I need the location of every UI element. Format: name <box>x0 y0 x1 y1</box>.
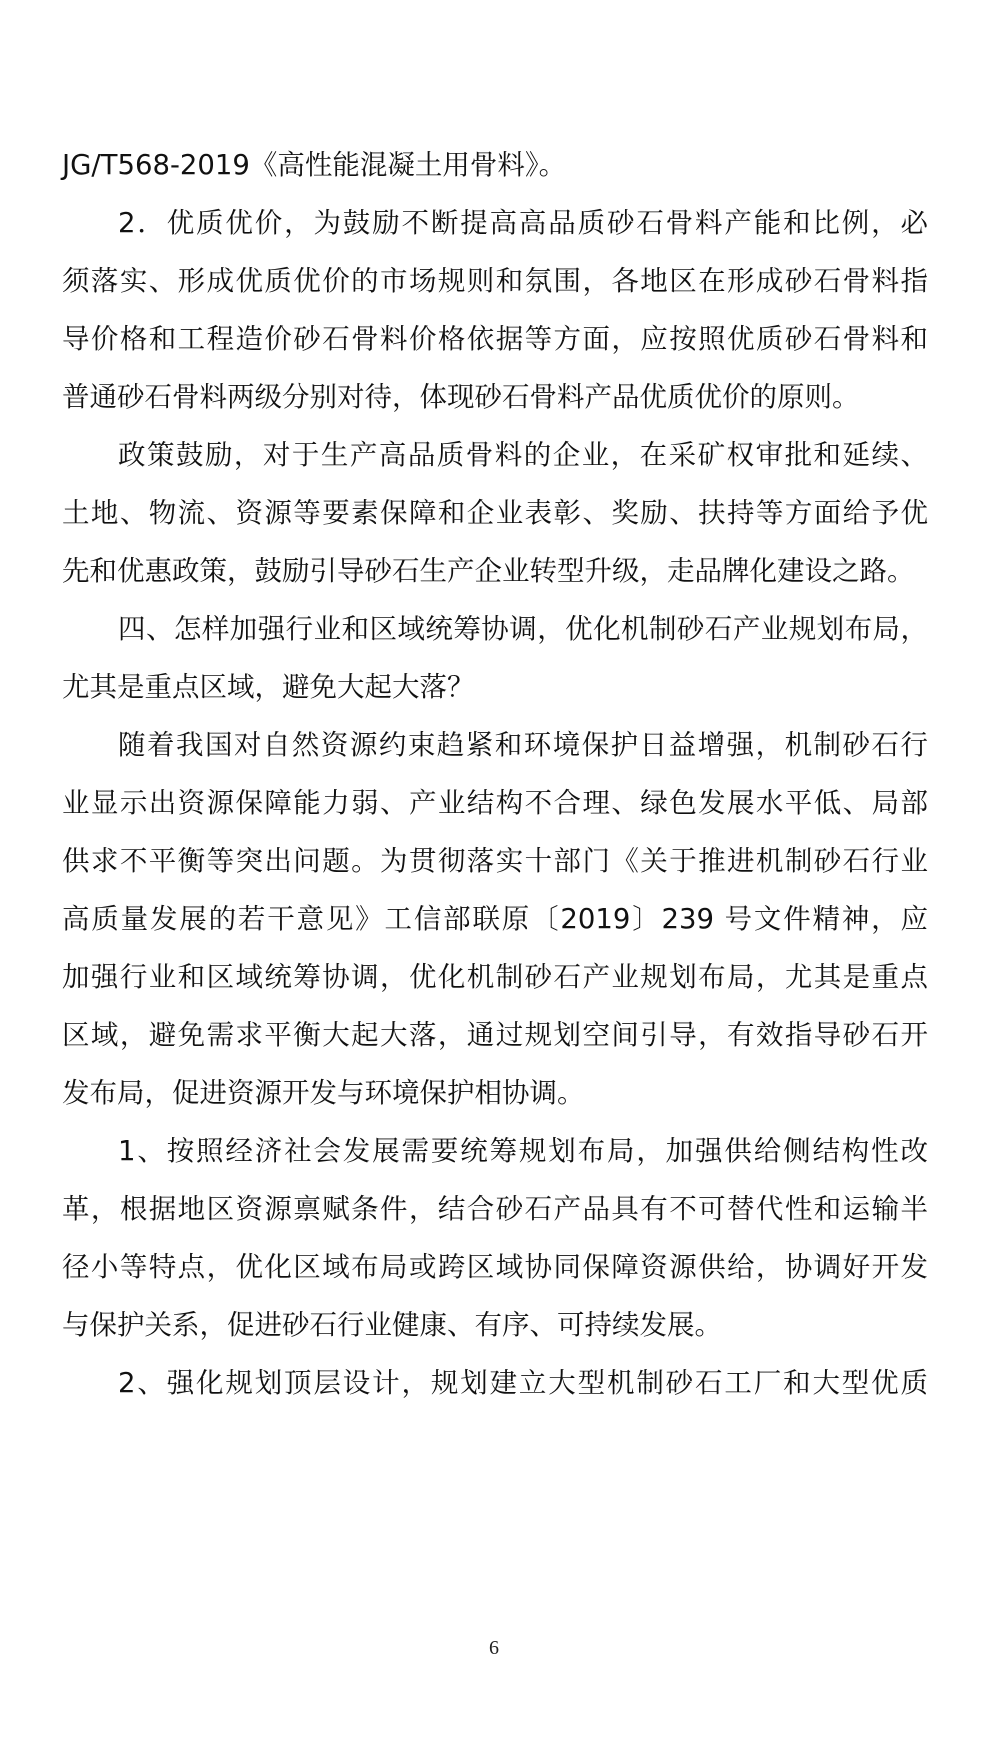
page-number: 6 <box>489 1637 499 1659</box>
paragraph-first-line: 2、强化规划顶层设计，规划建立大型机制砂石工厂和大型优质 <box>118 1367 928 1399</box>
section-heading: 四、怎样加强行业和区域统筹协调，优化机制砂石产业规划布局， <box>118 613 928 645</box>
section-heading-continuation: 尤其是重点区域，避免大起大落？ <box>62 671 475 703</box>
text-line: 须落实、形成优质优价的市场规则和氛围，各地区在形成砂石骨料指 <box>62 265 928 297</box>
text-line: 供求不平衡等突出问题。为贯彻落实十部门《关于推进机制砂石行业 <box>62 845 928 877</box>
text-line: 加强行业和区域统筹协调，优化机制砂石产业规划布局，尤其是重点 <box>62 961 928 993</box>
text-line: 先和优惠政策，鼓励引导砂石生产企业转型升级，走品牌化建设之路。 <box>62 555 915 587</box>
text-line: 革，根据地区资源禀赋条件，结合砂石产品具有不可替代性和运输半 <box>62 1193 928 1225</box>
paragraph-first-line: 1、按照经济社会发展需要统筹规划布局，加强供给侧结构性改 <box>118 1135 928 1167</box>
text-line: 导价格和工程造价砂石骨料价格依据等方面，应按照优质砂石骨料和 <box>62 323 928 355</box>
text-line: 业显示出资源保障能力弱、产业结构不合理、绿色发展水平低、局部 <box>62 787 928 819</box>
text-line: 区域，避免需求平衡大起大落，通过规划空间引导，有效指导砂石开 <box>62 1019 928 1051</box>
text-line: 与保护关系，促进砂石行业健康、有序、可持续发展。 <box>62 1309 722 1341</box>
text-line: 径小等特点，优化区域布局或跨区域协同保障资源供给，协调好开发 <box>62 1251 928 1283</box>
text-line: JG/T568-2019《高性能混凝土用骨料》。 <box>62 149 567 181</box>
paragraph-first-line: 2．优质优价，为鼓励不断提高高品质砂石骨料产能和比例，必 <box>118 207 928 239</box>
paragraph-first-line: 随着我国对自然资源约束趋紧和环境保护日益增强，机制砂石行 <box>118 729 928 761</box>
paragraph-first-line: 政策鼓励，对于生产高品质骨料的企业，在采矿权审批和延续、 <box>118 439 928 471</box>
text-line: 普通砂石骨料两级分别对待，体现砂石骨料产品优质优价的原则。 <box>62 381 860 413</box>
text-line: 土地、物流、资源等要素保障和企业表彰、奖励、扶持等方面给予优 <box>62 497 928 529</box>
text-line: 高质量发展的若干意见》工信部联原〔2019〕239 号文件精神，应 <box>62 903 928 935</box>
text-line: 发布局，促进资源开发与环境保护相协调。 <box>62 1077 585 1109</box>
